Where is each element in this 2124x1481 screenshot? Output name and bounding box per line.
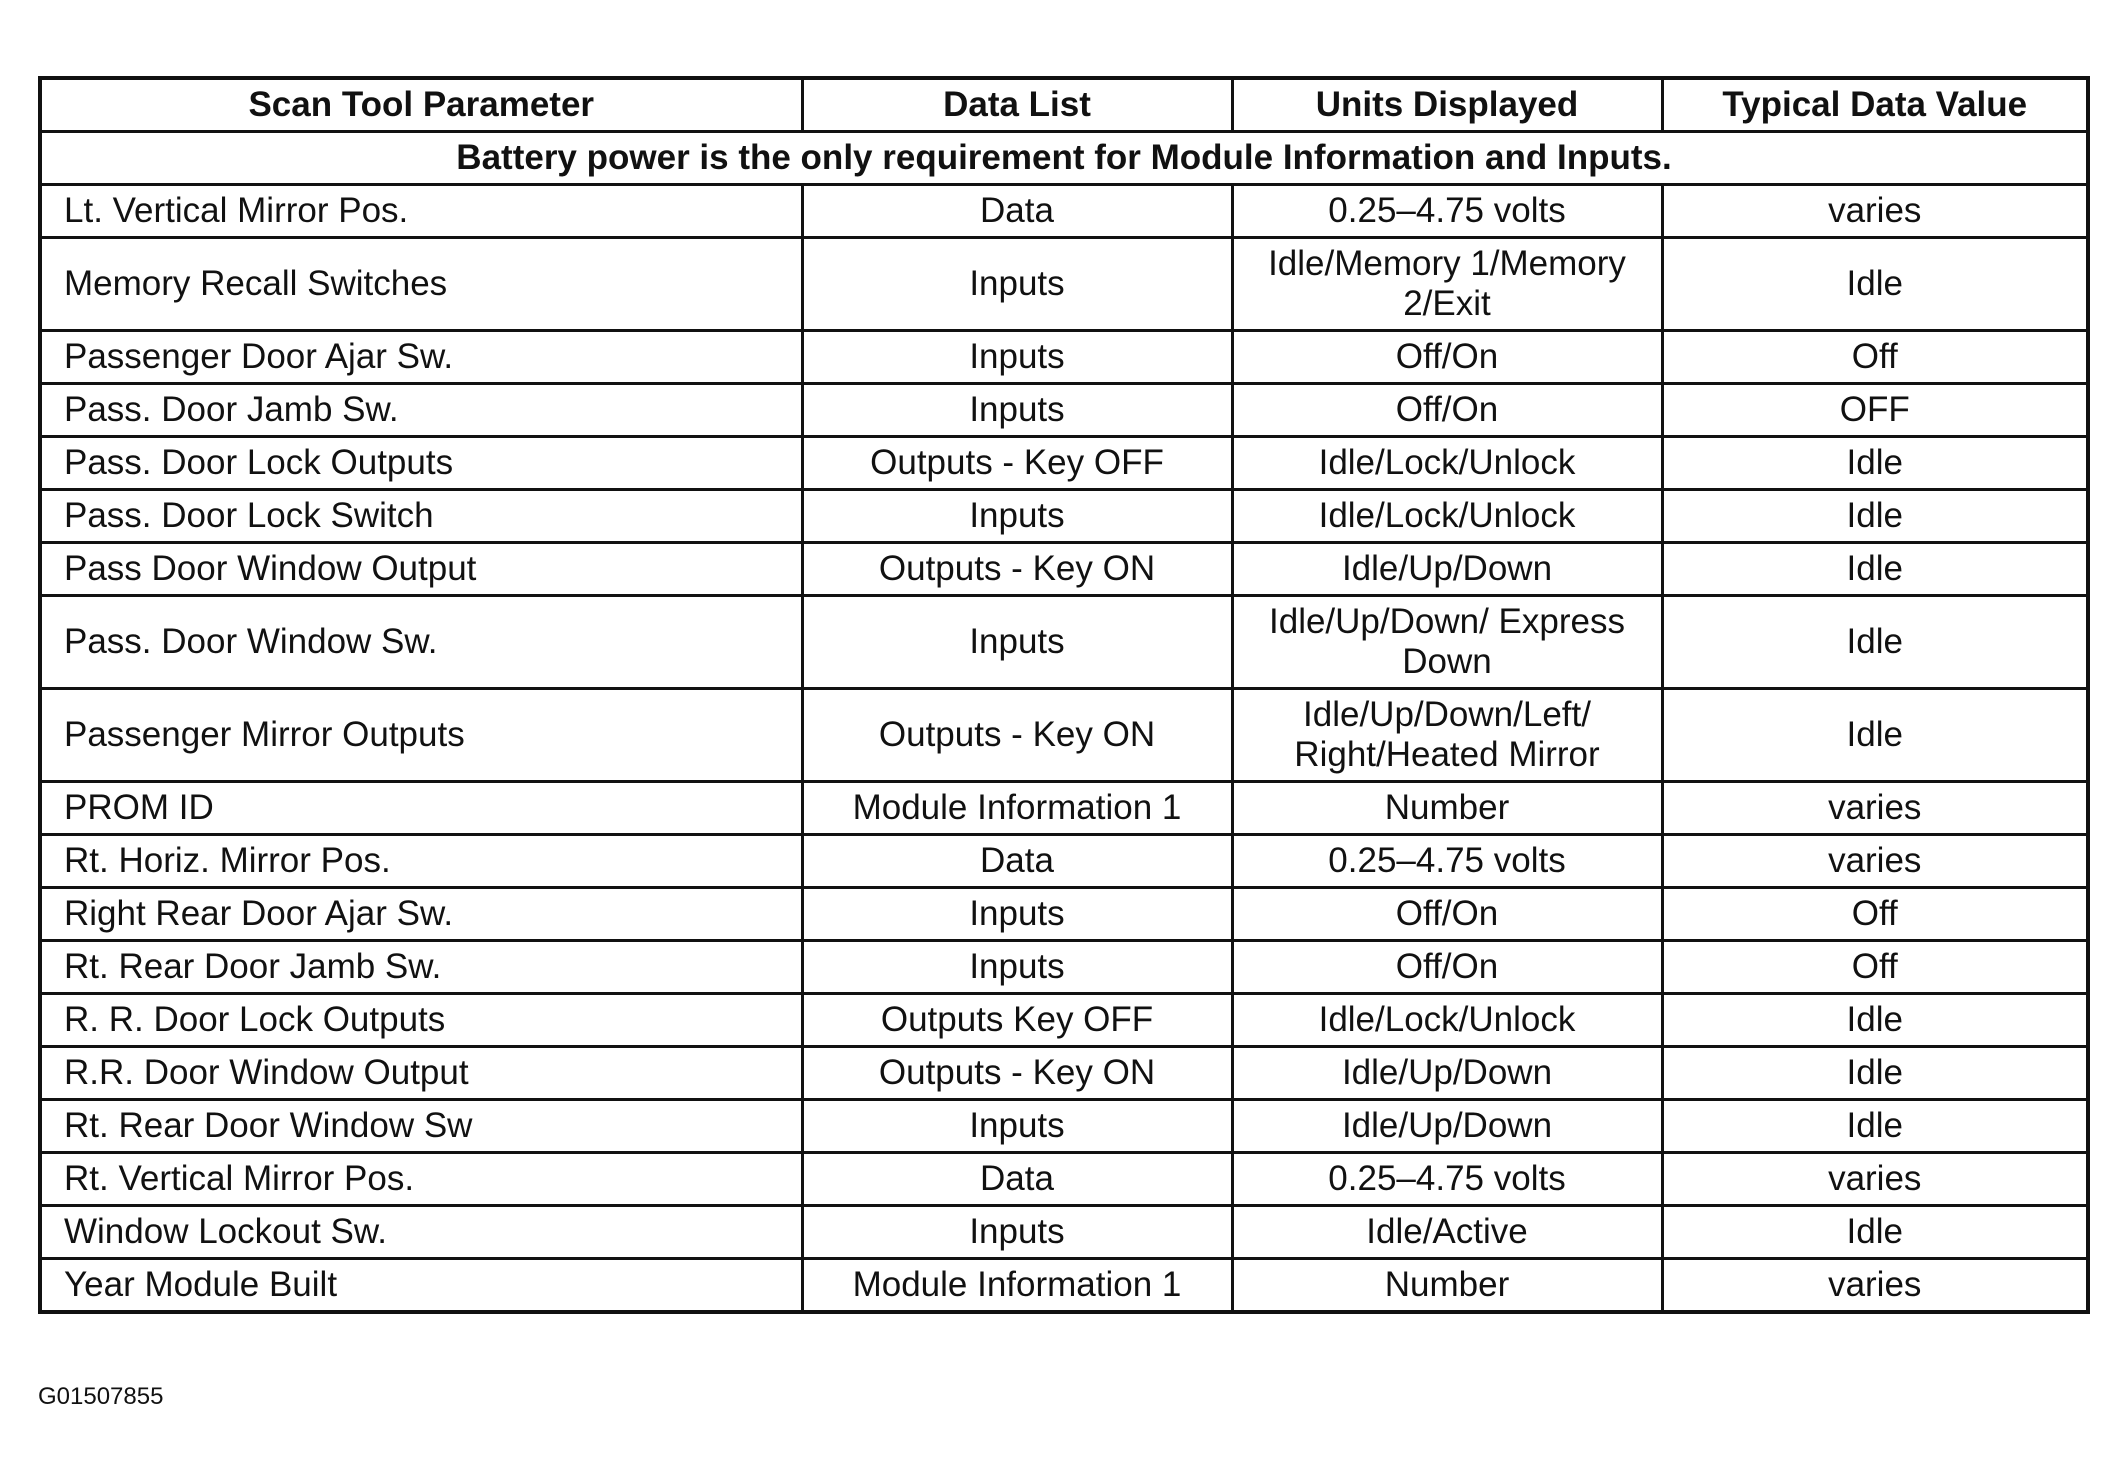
table-row bbox=[40, 888, 2088, 941]
cell-units: Number bbox=[1232, 1259, 1662, 1313]
cell-parameter: Rt. Rear Door Window Sw bbox=[40, 1100, 802, 1153]
cell-units: Idle/Lock/Unlock bbox=[1232, 994, 1662, 1047]
cell-data-list: Inputs bbox=[802, 596, 1232, 689]
cell-parameter: Pass Door Window Output bbox=[40, 543, 802, 596]
cell-data-list: Inputs bbox=[802, 1100, 1232, 1153]
table-row bbox=[40, 835, 2088, 888]
cell-typical-value: Off bbox=[1662, 941, 2088, 994]
cell-units: 0.25–4.75 volts bbox=[1232, 1153, 1662, 1206]
cell-units: Off/On bbox=[1232, 888, 1662, 941]
table-row bbox=[40, 689, 2088, 782]
cell-typical-value: Idle bbox=[1662, 490, 2088, 543]
cell-typical-value: Idle bbox=[1662, 1047, 2088, 1100]
table-row bbox=[40, 596, 2088, 689]
cell-typical-value: varies bbox=[1662, 782, 2088, 835]
header-units-displayed: Units Displayed bbox=[1232, 78, 1662, 132]
table-row bbox=[40, 490, 2088, 543]
table-row bbox=[40, 1259, 2088, 1313]
cell-typical-value: Off bbox=[1662, 888, 2088, 941]
cell-parameter: Passenger Mirror Outputs bbox=[40, 689, 802, 782]
cell-parameter: Rt. Vertical Mirror Pos. bbox=[40, 1153, 802, 1206]
header-scan-tool-parameter: Scan Tool Parameter bbox=[40, 78, 802, 132]
cell-data-list: Outputs Key OFF bbox=[802, 994, 1232, 1047]
header-typical-data-value: Typical Data Value bbox=[1662, 78, 2088, 132]
cell-units: Off/On bbox=[1232, 331, 1662, 384]
cell-data-list: Inputs bbox=[802, 1206, 1232, 1259]
cell-parameter: Right Rear Door Ajar Sw. bbox=[40, 888, 802, 941]
figure-id: G01507855 bbox=[38, 1383, 164, 1410]
table-row bbox=[40, 1206, 2088, 1259]
cell-units: 0.25–4.75 volts bbox=[1232, 835, 1662, 888]
cell-units: Idle/Up/Down bbox=[1232, 1100, 1662, 1153]
cell-typical-value: Idle bbox=[1662, 994, 2088, 1047]
cell-data-list: Outputs - Key OFF bbox=[802, 437, 1232, 490]
cell-parameter: Memory Recall Switches bbox=[40, 238, 802, 331]
cell-parameter: Pass. Door Window Sw. bbox=[40, 596, 802, 689]
table-row bbox=[40, 994, 2088, 1047]
table-row bbox=[40, 384, 2088, 437]
cell-parameter: Year Module Built bbox=[40, 1259, 802, 1313]
header-data-list: Data List bbox=[802, 78, 1232, 132]
table-row bbox=[40, 543, 2088, 596]
cell-typical-value: OFF bbox=[1662, 384, 2088, 437]
cell-units: Idle/Lock/Unlock bbox=[1232, 490, 1662, 543]
cell-units: Idle/Lock/Unlock bbox=[1232, 437, 1662, 490]
cell-parameter: Pass. Door Jamb Sw. bbox=[40, 384, 802, 437]
cell-data-list: Module Information 1 bbox=[802, 782, 1232, 835]
battery-power-note: Battery power is the only requirement for Module Information and Inputs. bbox=[40, 132, 2088, 185]
cell-typical-value: varies bbox=[1662, 835, 2088, 888]
cell-typical-value: Idle bbox=[1662, 596, 2088, 689]
table-row bbox=[40, 941, 2088, 994]
table-row bbox=[40, 782, 2088, 835]
table-row bbox=[40, 238, 2088, 331]
cell-typical-value: Idle bbox=[1662, 1100, 2088, 1153]
cell-data-list: Outputs - Key ON bbox=[802, 689, 1232, 782]
cell-units: Idle/Up/Down bbox=[1232, 543, 1662, 596]
cell-parameter: PROM ID bbox=[40, 782, 802, 835]
cell-units: Idle/Memory 1/Memory 2/Exit bbox=[1232, 238, 1662, 331]
cell-units: Number bbox=[1232, 782, 1662, 835]
table-row bbox=[40, 1100, 2088, 1153]
cell-units: Idle/Up/Down bbox=[1232, 1047, 1662, 1100]
cell-data-list: Inputs bbox=[802, 238, 1232, 331]
cell-units: Off/On bbox=[1232, 941, 1662, 994]
cell-data-list: Data bbox=[802, 835, 1232, 888]
cell-typical-value: Idle bbox=[1662, 1206, 2088, 1259]
cell-typical-value: Idle bbox=[1662, 238, 2088, 331]
cell-data-list: Inputs bbox=[802, 331, 1232, 384]
cell-parameter: Passenger Door Ajar Sw. bbox=[40, 331, 802, 384]
table-row bbox=[40, 437, 2088, 490]
cell-typical-value: Idle bbox=[1662, 543, 2088, 596]
cell-data-list: Module Information 1 bbox=[802, 1259, 1232, 1313]
cell-units: Idle/Up/Down/Left/ Right/Heated Mirror bbox=[1232, 689, 1662, 782]
cell-typical-value: varies bbox=[1662, 1259, 2088, 1313]
cell-data-list: Inputs bbox=[802, 490, 1232, 543]
cell-parameter: Rt. Rear Door Jamb Sw. bbox=[40, 941, 802, 994]
table-row bbox=[40, 1047, 2088, 1100]
cell-units: Off/On bbox=[1232, 384, 1662, 437]
scan-tool-data-table bbox=[38, 76, 2090, 1314]
header-row bbox=[40, 78, 2088, 132]
cell-typical-value: Idle bbox=[1662, 689, 2088, 782]
cell-parameter: Rt. Horiz. Mirror Pos. bbox=[40, 835, 802, 888]
cell-data-list: Data bbox=[802, 1153, 1232, 1206]
cell-typical-value: Off bbox=[1662, 331, 2088, 384]
note-row bbox=[40, 132, 2088, 185]
cell-parameter: Window Lockout Sw. bbox=[40, 1206, 802, 1259]
cell-typical-value: Idle bbox=[1662, 437, 2088, 490]
cell-units: Idle/Up/Down/ Express Down bbox=[1232, 596, 1662, 689]
table-row bbox=[40, 1153, 2088, 1206]
cell-data-list: Inputs bbox=[802, 941, 1232, 994]
cell-units: Idle/Active bbox=[1232, 1206, 1662, 1259]
cell-typical-value: varies bbox=[1662, 185, 2088, 238]
cell-typical-value: varies bbox=[1662, 1153, 2088, 1206]
cell-data-list: Outputs - Key ON bbox=[802, 543, 1232, 596]
cell-parameter: Pass. Door Lock Outputs bbox=[40, 437, 802, 490]
cell-data-list: Data bbox=[802, 185, 1232, 238]
cell-data-list: Inputs bbox=[802, 888, 1232, 941]
cell-parameter: Pass. Door Lock Switch bbox=[40, 490, 802, 543]
cell-parameter: Lt. Vertical Mirror Pos. bbox=[40, 185, 802, 238]
table-row bbox=[40, 331, 2088, 384]
cell-units: 0.25–4.75 volts bbox=[1232, 185, 1662, 238]
cell-data-list: Inputs bbox=[802, 384, 1232, 437]
cell-parameter: R. R. Door Lock Outputs bbox=[40, 994, 802, 1047]
table-row bbox=[40, 185, 2088, 238]
cell-data-list: Outputs - Key ON bbox=[802, 1047, 1232, 1100]
cell-parameter: R.R. Door Window Output bbox=[40, 1047, 802, 1100]
